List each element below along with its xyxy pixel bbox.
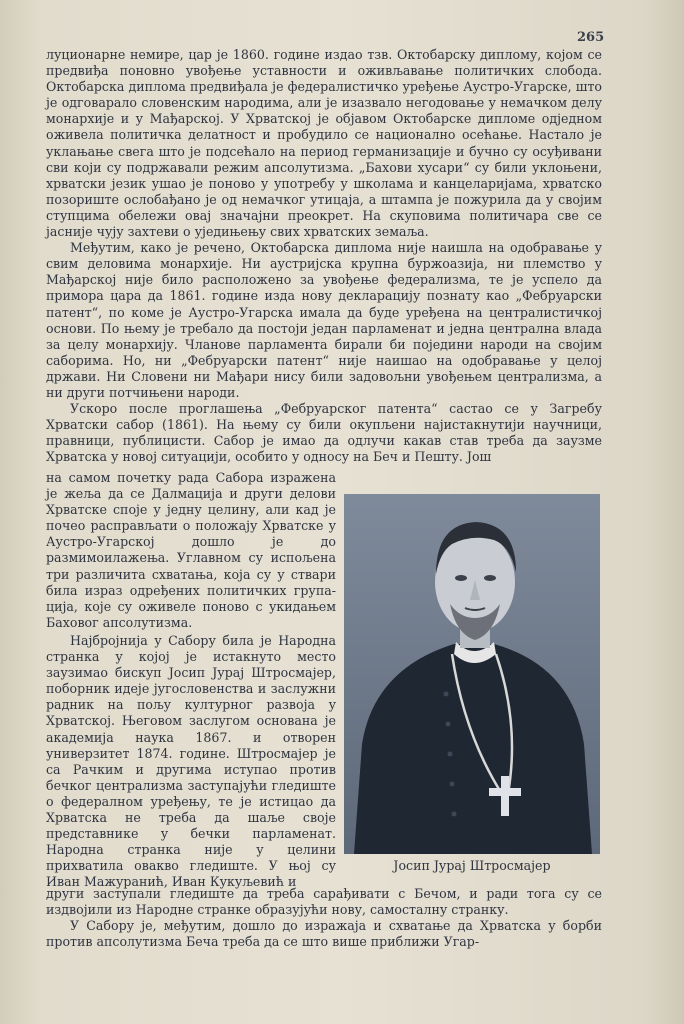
text-block-top xyxy=(46,47,602,465)
paragraph: Ускоро после проглашења „Фебруарског патента“ састао се у Загребу Хрватски сабор (1861). На њему су били окупљени најистакнутији научници, правници, публицисти. Сабор је имао да одлучи какав став треба да заузме Хрватска у новој ситуацији, особито у односу на Беч и Пешту. Још xyxy=(46,401,602,465)
portrait-photo xyxy=(344,494,600,854)
portrait-caption: Јосип Јурај Штросмајер xyxy=(393,858,551,873)
paragraph: Међутим, како је речено, Октобарска диплома није наишла на одобравање у свим деловима монархије. Ни аустријска крупна буржоазија, ни племство у Мађарској није било расположено за увођење федерализма, те је успело да примора цара да 1861. године изда нову декларацију познату као „Фебруарски патент“, по коме је Аустро-Угарска имала да буде уређена на централистичкој основи. По њему је требало да постоји један парламенат и једна централна влада за целу монархију. Чланове парламента бирали би поједини народи на својим саборима. Но, ни „Фебруарски патент“ није наишао на одобравање у целој држави. Ни Словени ни Мађари нису били задовољни увођењем централизма, а ни други потчињени народи. xyxy=(46,240,602,400)
paragraph: У Сабору је, међутим, дошло до изражаја и схватање да Хрватска у борби против апсолутизма Беча треба да се што више приближи Угар- xyxy=(46,918,602,950)
text-column-left xyxy=(46,470,336,890)
paragraph: други заступали гледиште да треба сарађивати с Бечом, и ради тога су се издвојили из Народне странке образујући нову, самосталну странку. xyxy=(46,886,602,918)
page-number: 265 xyxy=(577,30,605,45)
text-block-bottom xyxy=(46,886,602,950)
paragraph: Најбројнија у Сабору била је Народна странка у којој је истакнуто место заузимао бискуп Јосип Јурај Штросмајер, поборник идеје југословенства и заслужни радник на пољу културног развоја у Хрватској. Његовом заслугом основана је академија наука 1867. и отворен универзитет 1874. године. Штросмајер је са Рачким и другима иступао против бечког централизма заступајући гледиште о федералном уређењу, те је истицао да Хрватска не треба да шаље своје представнике у бечки парламенат. Народна странка није у целини прихватила овакво гледиште. У њој су Иван Мажуранић, Иван Кукуљевић и xyxy=(46,632,336,890)
paragraph: луционарне немире, цар је 1860. године издао тзв. Октобарску диплому, којом се предвиђа поновно увођење уставности и оживљавање политичких слобода. Октобарска диплома предвиђала је федералистичко уређење Аустро-Угарске, што је одговарало словенским народима, али је изазвало негодовање у немачком делу монархије и у Мађарској. У Хрватској је објавом Октобарске дипломе одједном оживела политичка делатност и пробудило се национално осећање. Настало је уклањање свега што је подсећало на период германизације и бучно су осуђивани сви који су подржавали режим апсолутизма. „Бахови хусари“ су били уклоњени, хрватски језик ушао је поново у употребу у школама и канцеларијама, хрватско позориште ослобађано је од немачког утицаја, а штампа је пожурила да у својим ступцима обележи овај значајни преокрет. На скуповима политичара све се јасније чују захтеви о уједињењу свих хрватских земаља. xyxy=(46,47,602,240)
paragraph: на самом почетку рада Сабора изражена је жеља да се Далмација и други делови Хрватске споје у једну целину, али кад је почео расправљати о положају Хрватске у Аустро-Угарској дошло је до размимоилажења. Углавном су испољена три различита схватања, која су у ствари била израз одређених политичких групација, које су оживеле поново с укидањем Баховог апсолутизма. xyxy=(46,470,336,630)
